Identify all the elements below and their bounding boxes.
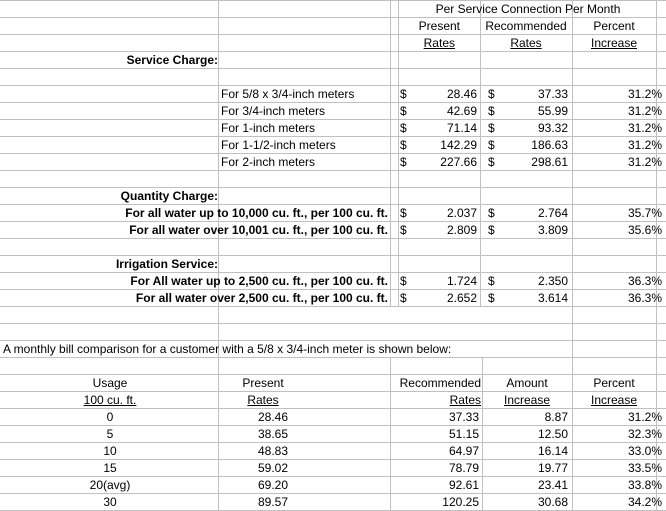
percent-increase: 34.2% xyxy=(627,495,662,509)
rate-row-label: For 2-inch meters xyxy=(221,155,316,169)
recommended-rate: 3.614 xyxy=(537,291,568,305)
recommended-bill: 37.33 xyxy=(448,410,479,424)
amount-increase: 19.77 xyxy=(537,461,568,475)
recommended-bill: 92.61 xyxy=(448,478,479,492)
present-bill: 38.65 xyxy=(257,427,288,441)
currency-symbol: $ xyxy=(488,223,495,237)
usage-value: 0 xyxy=(106,410,114,424)
currency-symbol: $ xyxy=(400,121,407,135)
present-bill: 48.83 xyxy=(257,444,288,458)
amount-increase: 12.50 xyxy=(537,427,568,441)
amount-header-bottom: Increase xyxy=(503,393,551,407)
present-rate: 28.46 xyxy=(446,87,477,101)
percent-increase: 36.3% xyxy=(627,274,662,288)
currency-symbol: $ xyxy=(488,206,495,220)
percent-increase: 36.3% xyxy=(627,291,662,305)
present-bill: 59.02 xyxy=(257,461,288,475)
currency-symbol: $ xyxy=(400,104,407,118)
recommended-rate: 2.350 xyxy=(537,274,568,288)
rate-row-label: For 5/8 x 3/4-inch meters xyxy=(221,87,355,101)
usage-value: 15 xyxy=(103,461,117,475)
recommended-rate: 93.32 xyxy=(537,121,568,135)
usage-value: 20(avg) xyxy=(89,478,131,492)
recommended-header-bottom: Rates xyxy=(449,393,481,407)
column-gridline xyxy=(572,0,573,510)
present-bill: 28.46 xyxy=(257,410,288,424)
currency-symbol: $ xyxy=(488,121,495,135)
rate-row-label: For 3/4-inch meters xyxy=(221,104,326,118)
currency-symbol: $ xyxy=(488,138,495,152)
amount-increase: 16.14 xyxy=(537,444,568,458)
comparison-note: A monthly bill comparison for a customer with a 5/8 x 3/4-inch meter is shown below: xyxy=(3,342,452,356)
recommended-rate: 37.33 xyxy=(537,87,568,101)
present-header-top: Present xyxy=(242,376,284,390)
currency-symbol: $ xyxy=(488,87,495,101)
quantity-charge-title: Quantity Charge: xyxy=(120,189,218,203)
percent-increase: 31.2% xyxy=(627,87,662,101)
rate-row-label: For all water over 10,001 cu. ft., per 100 cu. ft. xyxy=(129,223,388,237)
recommended-bill: 64.97 xyxy=(448,444,479,458)
currency-symbol: $ xyxy=(488,274,495,288)
percent-increase: 31.2% xyxy=(627,410,662,424)
currency-symbol: $ xyxy=(400,155,407,169)
percent-increase: 33.0% xyxy=(627,444,662,458)
present-bill: 89.57 xyxy=(257,495,288,509)
percent-increase: 31.2% xyxy=(627,155,662,169)
header-percent-bottom: Increase xyxy=(590,36,638,50)
recommended-rate: 186.63 xyxy=(531,138,568,152)
header-present-top: Present xyxy=(418,19,460,33)
header-recommended-bottom: Rates xyxy=(510,36,542,50)
amount-header-top: Amount xyxy=(506,376,548,390)
present-rate: 71.14 xyxy=(446,121,477,135)
usage-header-bottom: 100 cu. ft. xyxy=(83,393,137,407)
rate-row-label: For all water over 2,500 cu. ft., per 100 cu. ft. xyxy=(135,291,388,305)
service-charge-title: Service Charge: xyxy=(126,53,218,67)
header-percent-top: Percent xyxy=(593,19,635,33)
usage-value: 10 xyxy=(103,444,117,458)
percent-increase: 31.2% xyxy=(627,121,662,135)
present-bill: 69.20 xyxy=(257,478,288,492)
recommended-bill: 120.25 xyxy=(442,495,479,509)
present-rate: 2.809 xyxy=(446,223,477,237)
percent-increase: 33.5% xyxy=(627,461,662,475)
recommended-header-top: Recommended xyxy=(399,376,481,390)
present-rate: 2.037 xyxy=(446,206,477,220)
percent-header-bottom: Increase xyxy=(590,393,638,407)
amount-increase: 8.87 xyxy=(544,410,568,424)
recommended-rate: 2.764 xyxy=(537,206,568,220)
row-gridline xyxy=(0,323,666,324)
header-present-bottom: Rates xyxy=(423,36,455,50)
amount-increase: 23.41 xyxy=(537,478,568,492)
currency-symbol: $ xyxy=(488,291,495,305)
percent-header-top: Percent xyxy=(593,376,635,390)
percent-increase: 35.6% xyxy=(627,223,662,237)
usage-value: 30 xyxy=(103,495,117,509)
percent-increase: 31.2% xyxy=(627,104,662,118)
currency-symbol: $ xyxy=(400,138,407,152)
percent-increase: 35.7% xyxy=(627,206,662,220)
irrigation-service-title: Irrigation Service: xyxy=(115,257,218,271)
currency-symbol: $ xyxy=(488,104,495,118)
currency-symbol: $ xyxy=(488,155,495,169)
percent-increase: 33.8% xyxy=(627,478,662,492)
rate-row-label: For all water up to 10,000 cu. ft., per 100 cu. ft. xyxy=(125,206,388,220)
rate-row-label: For 1-1/2-inch meters xyxy=(221,138,336,152)
recommended-rate: 55.99 xyxy=(537,104,568,118)
amount-increase: 30.68 xyxy=(537,495,568,509)
present-rate: 227.66 xyxy=(440,155,477,169)
percent-increase: 31.2% xyxy=(627,138,662,152)
usage-header-top: Usage xyxy=(92,376,128,390)
present-rate: 2.652 xyxy=(446,291,477,305)
rate-row-label: For 1-inch meters xyxy=(221,121,316,135)
currency-symbol: $ xyxy=(400,291,407,305)
present-header-bottom: Rates xyxy=(247,393,279,407)
present-rate: 42.69 xyxy=(446,104,477,118)
recommended-rate: 3.809 xyxy=(537,223,568,237)
present-rate: 142.29 xyxy=(440,138,477,152)
present-rate: 1.724 xyxy=(446,274,477,288)
header-group-title: Per Service Connection Per Month xyxy=(435,2,621,16)
currency-symbol: $ xyxy=(400,87,407,101)
recommended-rate: 298.61 xyxy=(531,155,568,169)
usage-value: 5 xyxy=(106,427,114,441)
percent-increase: 32.3% xyxy=(627,427,662,441)
currency-symbol: $ xyxy=(400,206,407,220)
rate-row-label: For All water up to 2,500 cu. ft., per 100 cu. ft. xyxy=(130,274,388,288)
recommended-bill: 51.15 xyxy=(448,427,479,441)
recommended-bill: 78.79 xyxy=(448,461,479,475)
header-recommended-top: Recommended xyxy=(485,19,567,33)
currency-symbol: $ xyxy=(400,274,407,288)
currency-symbol: $ xyxy=(400,223,407,237)
